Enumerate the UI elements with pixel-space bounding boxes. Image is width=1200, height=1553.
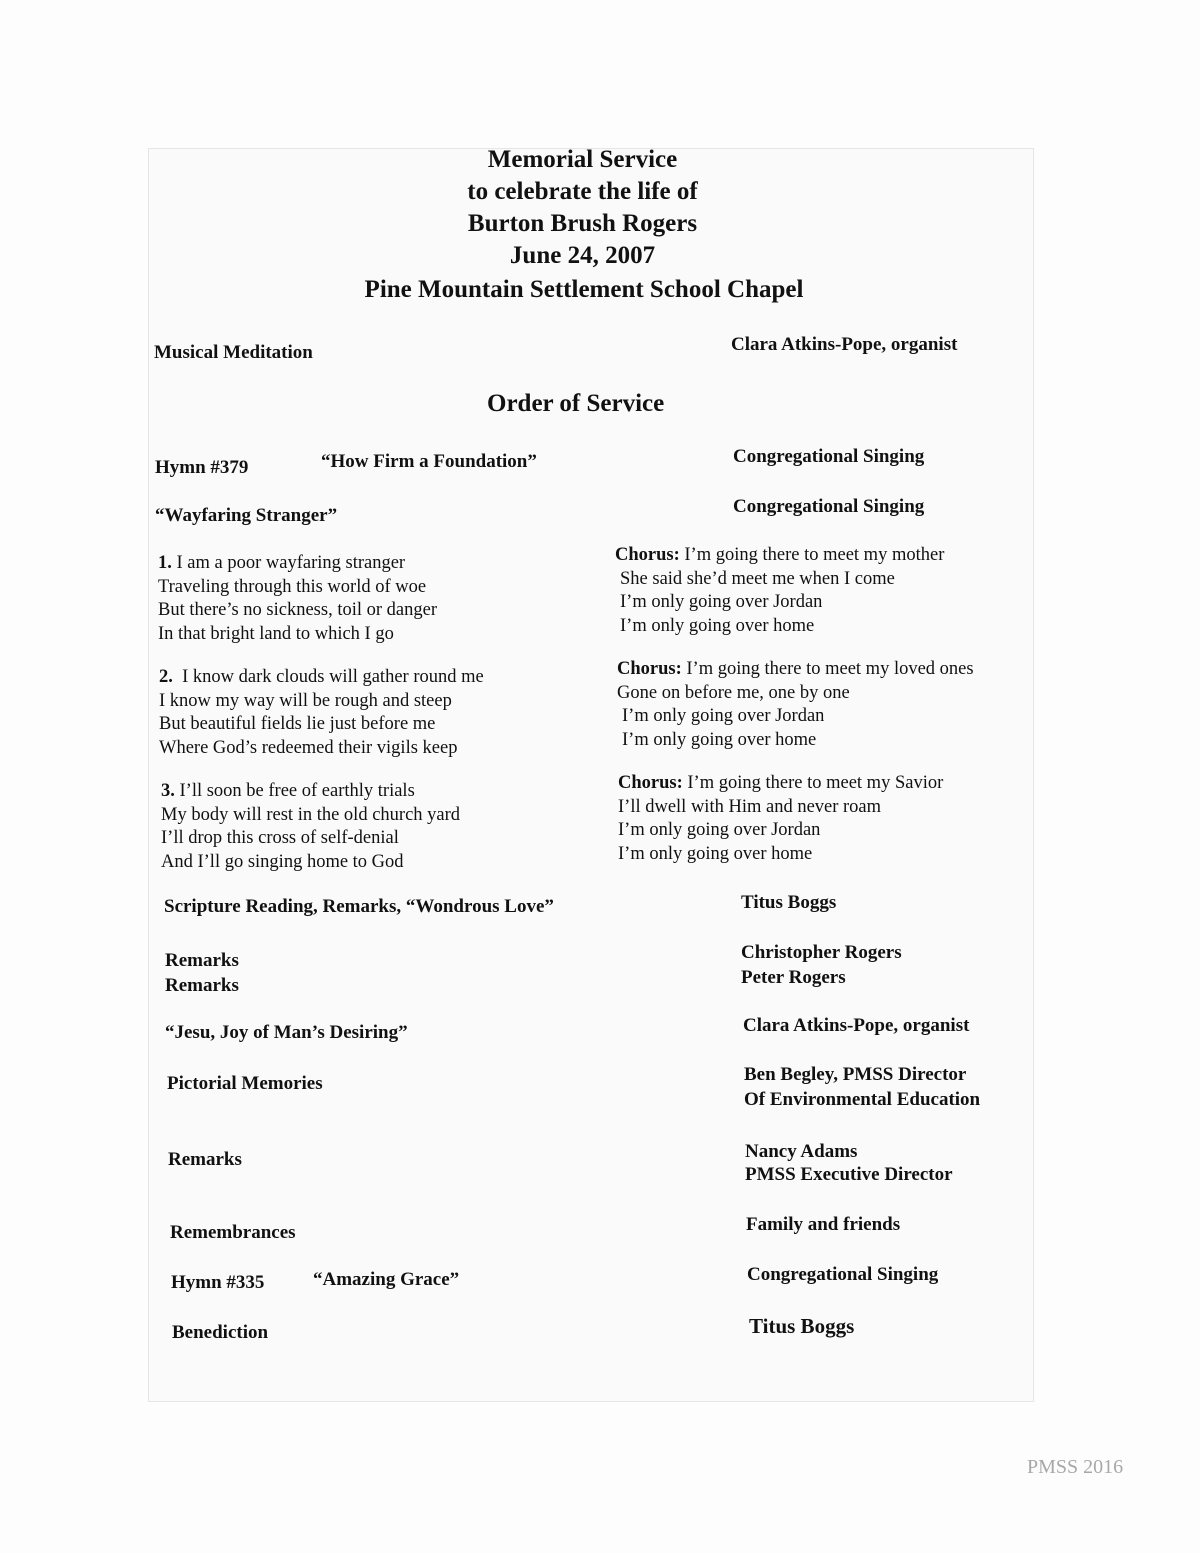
- chorus-line: I’m going there to meet my Savior: [687, 773, 944, 793]
- verse-line: I know dark clouds will gather round me: [182, 667, 484, 687]
- verse-line: And I’ll go singing home to God: [161, 851, 404, 872]
- program-who: Congregational Singing: [747, 1264, 939, 1285]
- program-item: Pictorial Memories: [167, 1073, 323, 1094]
- program-item: Remarks: [165, 950, 239, 971]
- program-who: Christopher Rogers: [741, 942, 902, 963]
- chorus-line: I’ll dwell with Him and never roam: [618, 796, 882, 817]
- program-who: Ben Begley, PMSS Director: [744, 1064, 967, 1085]
- wayfaring-title: “Wayfaring Stranger”: [155, 505, 338, 526]
- program-item-title: “Amazing Grace”: [313, 1269, 460, 1290]
- musical-meditation-performer: Clara Atkins-Pope, organist: [731, 334, 958, 355]
- title-line-2: to celebrate the life of: [467, 178, 698, 205]
- program-who: Clara Atkins-Pope, organist: [743, 1015, 970, 1036]
- title-line-5: Pine Mountain Settlement School Chapel: [364, 276, 804, 303]
- chorus-line: I’m only going over home: [618, 843, 813, 864]
- chorus-2: [617, 658, 974, 752]
- title-line-1: Memorial Service: [487, 146, 678, 173]
- musical-meditation-label: Musical Meditation: [154, 342, 313, 363]
- program-who: Nancy Adams: [745, 1141, 858, 1162]
- verse-line: But there’s no sickness, toil or danger: [158, 600, 437, 620]
- program-item: Scripture Reading, Remarks, “Wondrous Love”: [164, 896, 554, 917]
- chorus-label: Chorus:: [618, 773, 683, 793]
- chorus-line: I’m only going over home: [622, 729, 817, 750]
- chorus-label: Chorus:: [617, 659, 682, 679]
- program-who: Peter Rogers: [741, 967, 846, 988]
- verse-2: [159, 666, 484, 760]
- chorus-line: I’m only going over home: [620, 615, 815, 636]
- chorus-line: Gone on before me, one by one: [617, 682, 850, 703]
- program-item: Remembrances: [170, 1222, 296, 1243]
- chorus-1: [615, 544, 944, 638]
- verse-line: My body will rest in the old church yard: [161, 804, 461, 825]
- chorus-line: She said she’d meet me when I come: [620, 568, 895, 589]
- verse-line: I am a poor wayfaring stranger: [176, 553, 406, 573]
- verse-line: But beautiful fields lie just before me: [159, 714, 436, 734]
- program-who: Family and friends: [746, 1214, 901, 1235]
- title-line-3: Burton Brush Rogers: [467, 210, 698, 237]
- chorus-label: Chorus:: [615, 545, 680, 565]
- chorus-line: I’m only going over Jordan: [620, 592, 823, 612]
- verse-line: Where God’s redeemed their vigils keep: [159, 737, 458, 758]
- verse-line: I’ll soon be free of earthly trials: [179, 781, 415, 801]
- program-item: Remarks: [165, 975, 239, 996]
- chorus-line: I’m going there to meet my mother: [684, 545, 945, 565]
- hymn-379-performer: Congregational Singing: [733, 446, 925, 467]
- verse-line: Traveling through this world of woe: [158, 576, 427, 597]
- program-who: Titus Boggs: [749, 1314, 855, 1338]
- program-item: Remarks: [168, 1149, 242, 1170]
- program-item: Benediction: [172, 1322, 269, 1343]
- program-item: “Jesu, Joy of Man’s Desiring”: [165, 1022, 408, 1043]
- wayfaring-performer: Congregational Singing: [733, 496, 925, 517]
- chorus-line: I’m going there to meet my loved ones: [686, 659, 974, 679]
- program-who: Titus Boggs: [741, 892, 837, 913]
- program-who: PMSS Executive Director: [745, 1164, 953, 1185]
- verse-1: [158, 552, 437, 646]
- chorus-line: I’m only going over Jordan: [618, 820, 821, 840]
- watermark: PMSS 2016: [1027, 1456, 1124, 1478]
- chorus-line: I’m only going over Jordan: [622, 706, 825, 726]
- title-line-4: June 24, 2007: [509, 242, 656, 269]
- program-who: Of Environmental Education: [744, 1089, 981, 1110]
- verse-number: 1.: [158, 553, 172, 573]
- hymn-379-number: Hymn #379: [155, 457, 249, 478]
- verse-line: In that bright land to which I go: [158, 623, 394, 644]
- verse-line: I’ll drop this cross of self-denial: [161, 828, 399, 848]
- verse-number: 2.: [159, 667, 173, 687]
- program-item: Hymn #335: [171, 1272, 265, 1293]
- hymn-379-title: “How Firm a Foundation”: [321, 451, 537, 472]
- chorus-3: [618, 772, 943, 866]
- verse-line: I know my way will be rough and steep: [159, 690, 452, 711]
- verse-3: [161, 780, 460, 874]
- order-of-service-heading: Order of Service: [487, 390, 665, 417]
- verse-number: 3.: [161, 781, 175, 801]
